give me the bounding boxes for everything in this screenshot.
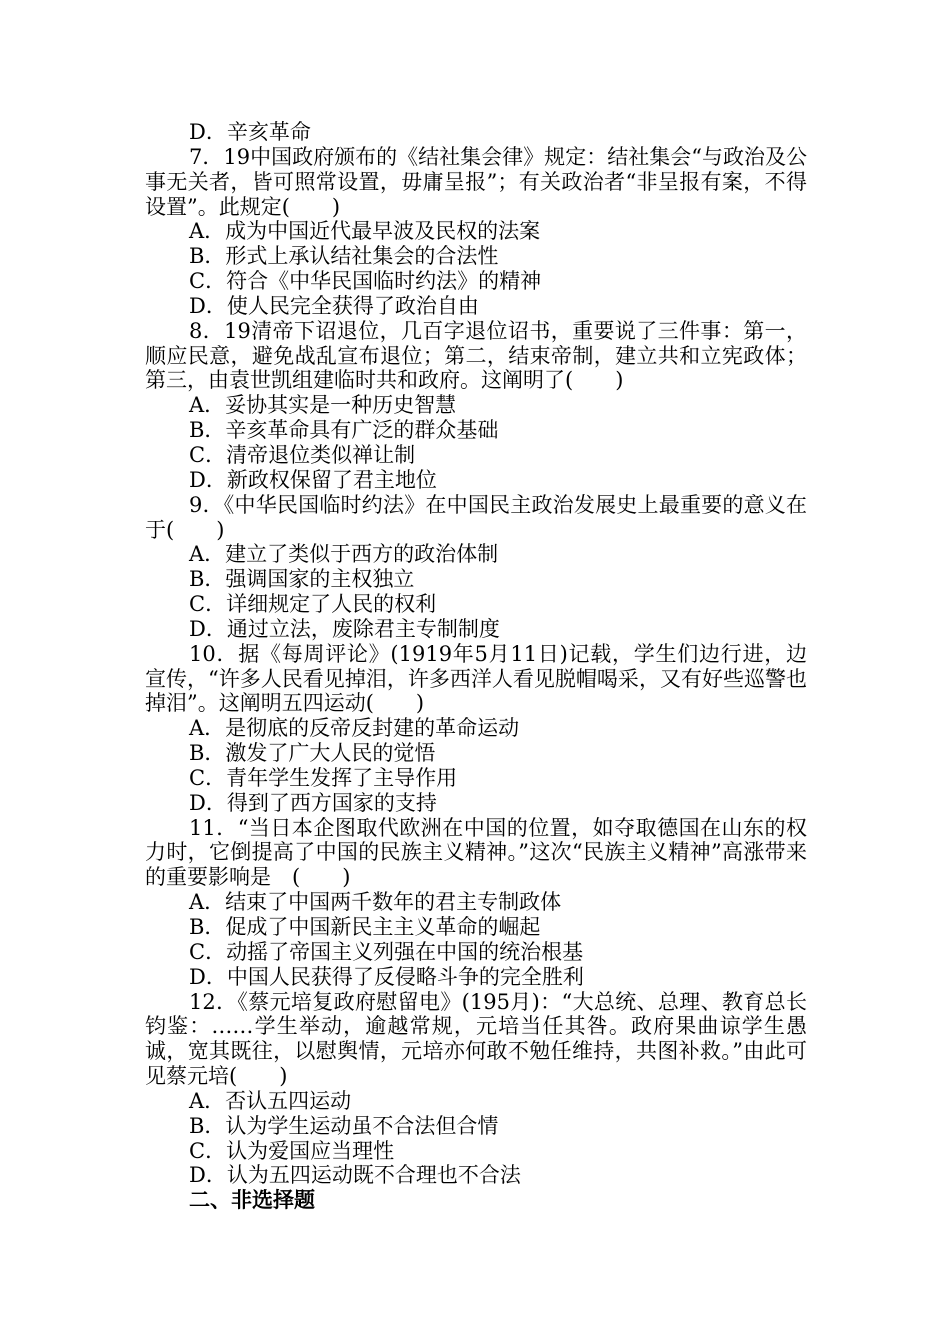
option-b: B．形式上承认结社集会的合法性 xyxy=(189,244,499,269)
option-d-line: D．辛亥革命 xyxy=(189,120,311,144)
option-b: B．强调国家的主权独立 xyxy=(189,567,415,592)
option-c: C．清帝退位类似禅让制 xyxy=(189,442,416,467)
option-c: C．详细规定了人民的权利 xyxy=(189,592,437,617)
question-12 xyxy=(145,990,807,1189)
option-d: D．得到了西方国家的支持 xyxy=(189,790,437,815)
option-d: D．新政权保留了君主地位 xyxy=(189,467,437,492)
option-a: A．建立了类似于西方的政治体制 xyxy=(189,542,499,567)
question-11 xyxy=(145,816,807,990)
option-a: A．成为中国近代最早波及民权的法案 xyxy=(189,219,541,244)
option-c: C．动摇了帝国主义列强在中国的统治根基 xyxy=(189,939,584,964)
option-b: B．认为学生运动虽不合法但合情 xyxy=(189,1113,499,1138)
section-heading: 二、非选择题 xyxy=(189,1187,315,1213)
question-8 xyxy=(145,319,807,493)
option-d: D．中国人民获得了反侵略斗争的完全胜利 xyxy=(189,964,584,989)
option-d: D．认为五四运动既不合理也不合法 xyxy=(189,1163,521,1188)
option-a: A．结束了中国两千数年的君主专制政体 xyxy=(189,890,562,915)
option-a: A．是彻底的反帝反封建的革命运动 xyxy=(189,716,520,741)
question-text: 8．19清帝下诏退位，几百字退位诏书，重要说了三件事：第一，顺应民意，避免战乱宣布退位；第二，结束帝制，建立共和立宪政体；第三，由袁世凯组建临时共和政府。这阐明了( ) xyxy=(145,318,807,393)
option-b: B．辛亥革命具有广泛的群众基础 xyxy=(189,418,499,443)
question-text: 10．据《每周评论》(1919年5月11日)记载，学生们边行进，边宣传，“许多人民看见掉泪，许多西洋人看见脱帽喝采，又有好些巡警也掉泪”。这阐明五四运动( ) xyxy=(145,641,807,716)
option-b: B．促成了中国新民主主义革命的崛起 xyxy=(189,915,541,939)
question-text: 12．《蔡元培复政府慰留电》(195月)：“大总统、总理、教育总长钧鉴：……学生举动，逾越常规，元培当任其咎。政府果曲谅学生愚诚，宽其既往，以慰舆情，元培亦何敢不勉任维持，共图补救。”由此可见蔡元培( ) xyxy=(145,989,807,1089)
question-text: 11．“当日本企图取代欧洲在中国的位置，如夺取德国在山东的权力时，它倒提高了中国的民族主义精神。”这次“民族主义精神”高涨带来的重要影响是 ( ) xyxy=(145,815,807,890)
question-text: 7．19中国政府颁布的《结社集会律》规定：结社集会“与政治及公事无关者，皆可照常设置，毋庸呈报”；有关政治者“非呈报有案，不得设置”。此规定( ) xyxy=(145,144,807,219)
document-page xyxy=(145,120,807,1213)
question-9 xyxy=(145,493,807,642)
option-a: A．妥协其实是一种历史智慧 xyxy=(189,393,457,418)
option-b: B．激发了广大人民的觉悟 xyxy=(189,741,436,766)
option-c: C．青年学生发挥了主导作用 xyxy=(189,765,458,790)
option-c: C．符合《中华民国临时约法》的精神 xyxy=(189,269,542,294)
option-d: D．通过立法，废除君主专制制度 xyxy=(189,616,500,641)
option-d: D．使人民完全获得了政治自由 xyxy=(189,293,479,318)
option-c: C．认为爱国应当理性 xyxy=(189,1138,395,1163)
question-7 xyxy=(145,145,807,319)
question-10 xyxy=(145,642,807,816)
option-a: A．否认五四运动 xyxy=(189,1088,352,1113)
question-text: 9．《中华民国临时约法》在中国民主政治发展史上最重要的意义在于( ) xyxy=(145,492,807,542)
